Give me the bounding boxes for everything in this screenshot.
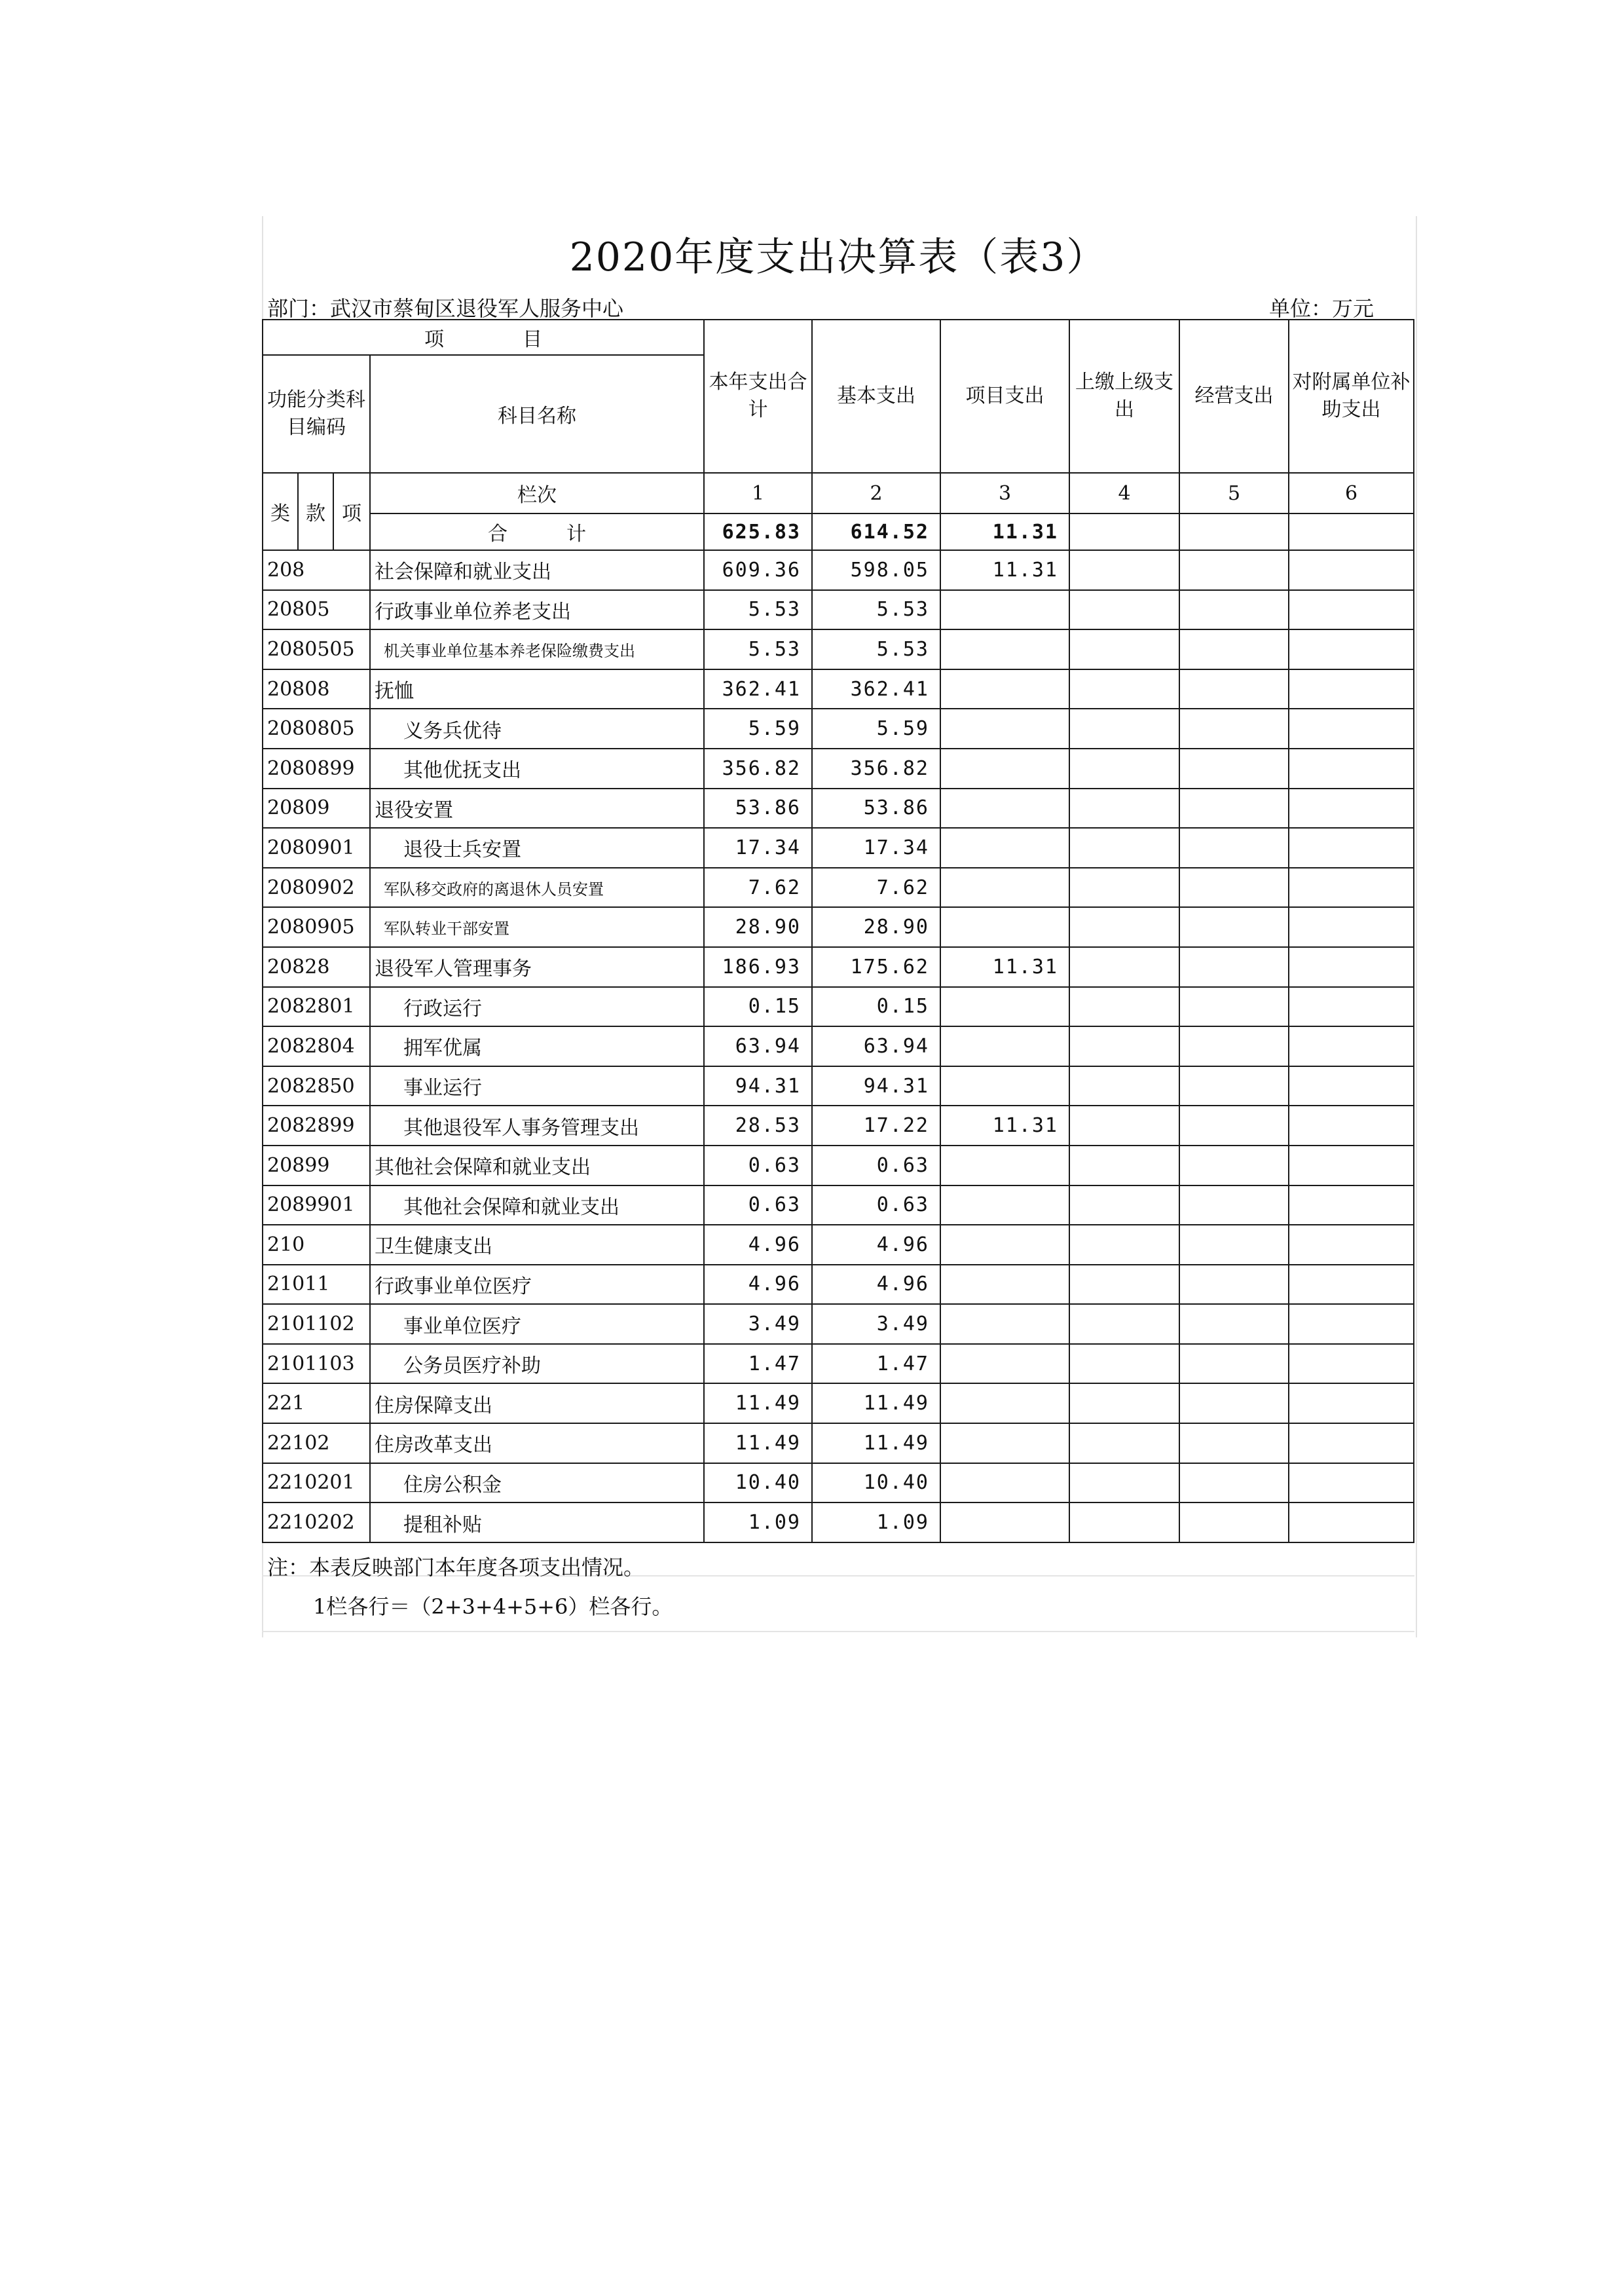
header-col-basic: 基本支出 <box>812 320 940 473</box>
row-subsidy-value <box>1289 987 1414 1027</box>
row-business-value <box>1179 749 1289 789</box>
table-row <box>263 789 1414 829</box>
table-row <box>263 1502 1414 1542</box>
row-basic-value: 5.53 <box>812 629 940 669</box>
header-kuan: 款 <box>298 473 333 550</box>
col-number-4: 4 <box>1069 473 1179 513</box>
row-project-value <box>940 1304 1069 1344</box>
row-total-value: 0.63 <box>704 1146 812 1185</box>
table-row <box>263 550 1414 590</box>
header-lanci: 栏次 <box>370 473 704 513</box>
row-project-value <box>940 789 1069 829</box>
row-code: 20808 <box>263 669 370 709</box>
row-project-value <box>940 1066 1069 1106</box>
row-total-value: 28.53 <box>704 1106 812 1146</box>
row-subject-name: 卫生健康支出 <box>370 1225 704 1265</box>
table-row <box>263 828 1414 868</box>
row-subsidy-value <box>1289 1106 1414 1146</box>
row-subject-name: 其他社会保障和就业支出 <box>370 1185 704 1225</box>
row-upper-value <box>1069 1146 1179 1185</box>
table-row <box>263 1463 1414 1503</box>
row-subject-name: 军队转业干部安置 <box>370 907 704 947</box>
table-row <box>263 590 1414 630</box>
table-row <box>263 947 1414 987</box>
row-code: 2210202 <box>263 1502 370 1542</box>
row-subject-name: 义务兵优待 <box>370 709 704 749</box>
row-basic-value: 5.53 <box>812 590 940 630</box>
row-subsidy-value <box>1289 550 1414 590</box>
row-subsidy-value <box>1289 1423 1414 1463</box>
row-subsidy-value <box>1289 1502 1414 1542</box>
row-code: 2082804 <box>263 1026 370 1066</box>
row-upper-value <box>1069 1463 1179 1503</box>
row-business-value <box>1179 987 1289 1027</box>
row-code: 21011 <box>263 1265 370 1305</box>
row-code: 20805 <box>263 590 370 630</box>
row-business-value <box>1179 828 1289 868</box>
row-basic-value: 0.15 <box>812 987 940 1027</box>
row-code: 2101103 <box>263 1344 370 1384</box>
row-subsidy-value <box>1289 789 1414 829</box>
row-business-value <box>1179 789 1289 829</box>
row-business-value <box>1179 1502 1289 1542</box>
row-upper-value <box>1069 947 1179 987</box>
row-code: 22102 <box>263 1423 370 1463</box>
row-total-value: 3.49 <box>704 1304 812 1344</box>
row-business-value <box>1179 1304 1289 1344</box>
row-business-value <box>1179 550 1289 590</box>
header-func-code: 功能分类科目编码 <box>263 355 370 473</box>
row-subsidy-value <box>1289 947 1414 987</box>
row-upper-value <box>1069 590 1179 630</box>
header-col-upper: 上缴上级支出 <box>1069 320 1179 473</box>
row-basic-value: 4.96 <box>812 1265 940 1305</box>
note-line-2: 1栏各行＝（2+3+4+5+6）栏各行。 <box>313 1594 673 1619</box>
table-row <box>263 669 1414 709</box>
row-total-value: 94.31 <box>704 1066 812 1106</box>
row-subject-name: 军队移交政府的离退休人员安置 <box>370 868 704 908</box>
footer-rule-bottom <box>262 1631 1414 1632</box>
row-project-value: 11.31 <box>940 947 1069 987</box>
row-subsidy-value <box>1289 669 1414 709</box>
row-basic-value: 175.62 <box>812 947 940 987</box>
row-subsidy-value <box>1289 749 1414 789</box>
row-business-value <box>1179 947 1289 987</box>
row-code: 2082899 <box>263 1106 370 1146</box>
row-subsidy-value <box>1289 1026 1414 1066</box>
row-upper-value <box>1069 709 1179 749</box>
row-basic-value: 356.82 <box>812 749 940 789</box>
row-total-value: 5.53 <box>704 629 812 669</box>
row-total-value: 4.96 <box>704 1225 812 1265</box>
total-value-2: 614.52 <box>812 513 940 550</box>
total-label: 合 计 <box>370 513 704 550</box>
row-business-value <box>1179 709 1289 749</box>
row-project-value <box>940 1185 1069 1225</box>
col-number-6: 6 <box>1289 473 1414 513</box>
row-total-value: 10.40 <box>704 1463 812 1503</box>
row-basic-value: 0.63 <box>812 1185 940 1225</box>
row-subsidy-value <box>1289 1225 1414 1265</box>
row-upper-value <box>1069 1304 1179 1344</box>
row-code: 2080905 <box>263 907 370 947</box>
col-number-3: 3 <box>940 473 1069 513</box>
row-basic-value: 4.96 <box>812 1225 940 1265</box>
row-project-value <box>940 828 1069 868</box>
row-basic-value: 63.94 <box>812 1026 940 1066</box>
table-row <box>263 1383 1414 1423</box>
row-subject-name: 住房保障支出 <box>370 1383 704 1423</box>
row-subsidy-value <box>1289 1383 1414 1423</box>
row-basic-value: 362.41 <box>812 669 940 709</box>
row-subsidy-value <box>1289 1185 1414 1225</box>
row-code: 2082801 <box>263 987 370 1027</box>
row-basic-value: 5.59 <box>812 709 940 749</box>
row-business-value <box>1179 1106 1289 1146</box>
row-code: 20828 <box>263 947 370 987</box>
row-code: 2080899 <box>263 749 370 789</box>
row-code: 210 <box>263 1225 370 1265</box>
row-project-value <box>940 629 1069 669</box>
row-upper-value <box>1069 550 1179 590</box>
row-basic-value: 94.31 <box>812 1066 940 1106</box>
row-upper-value <box>1069 987 1179 1027</box>
row-business-value <box>1179 590 1289 630</box>
total-value-4 <box>1069 513 1179 550</box>
row-total-value: 11.49 <box>704 1383 812 1423</box>
row-subject-name: 行政运行 <box>370 987 704 1027</box>
row-upper-value <box>1069 907 1179 947</box>
table-row <box>263 1225 1414 1265</box>
row-upper-value <box>1069 1185 1179 1225</box>
row-project-value <box>940 1026 1069 1066</box>
row-subsidy-value <box>1289 1304 1414 1344</box>
row-project-value <box>940 1383 1069 1423</box>
row-upper-value <box>1069 789 1179 829</box>
header-col-project: 项目支出 <box>940 320 1069 473</box>
header-subject-name: 科目名称 <box>370 355 704 473</box>
header-item: 项 目 <box>263 320 704 355</box>
table-row <box>263 1344 1414 1384</box>
row-basic-value: 1.47 <box>812 1344 940 1384</box>
row-project-value <box>940 907 1069 947</box>
row-total-value: 5.53 <box>704 590 812 630</box>
row-basic-value: 7.62 <box>812 868 940 908</box>
table-row <box>263 1304 1414 1344</box>
row-subject-name: 提租补贴 <box>370 1502 704 1542</box>
row-business-value <box>1179 1383 1289 1423</box>
row-subsidy-value <box>1289 1463 1414 1503</box>
department-label: 部门：武汉市蔡甸区退役军人服务中心 <box>267 296 624 321</box>
row-project-value <box>940 590 1069 630</box>
row-subject-name: 社会保障和就业支出 <box>370 550 704 590</box>
row-basic-value: 1.09 <box>812 1502 940 1542</box>
col-number-5: 5 <box>1179 473 1289 513</box>
row-upper-value <box>1069 1026 1179 1066</box>
row-business-value <box>1179 1344 1289 1384</box>
row-subsidy-value <box>1289 629 1414 669</box>
table-row <box>263 987 1414 1027</box>
row-total-value: 0.15 <box>704 987 812 1027</box>
table-row <box>263 629 1414 669</box>
row-code: 2101102 <box>263 1304 370 1344</box>
row-project-value: 11.31 <box>940 1106 1069 1146</box>
row-subject-name: 退役士兵安置 <box>370 828 704 868</box>
row-subject-name: 住房公积金 <box>370 1463 704 1503</box>
row-business-value <box>1179 669 1289 709</box>
row-subject-name: 公务员医疗补助 <box>370 1344 704 1384</box>
row-project-value <box>940 987 1069 1027</box>
row-project-value <box>940 749 1069 789</box>
row-total-value: 356.82 <box>704 749 812 789</box>
row-upper-value <box>1069 1106 1179 1146</box>
header-col-subsidy: 对附属单位补助支出 <box>1289 320 1414 473</box>
row-upper-value <box>1069 1502 1179 1542</box>
row-total-value: 1.47 <box>704 1344 812 1384</box>
row-code: 2080505 <box>263 629 370 669</box>
table-row <box>263 907 1414 947</box>
row-subject-name: 其他优抚支出 <box>370 749 704 789</box>
row-project-value <box>940 1502 1069 1542</box>
row-total-value: 7.62 <box>704 868 812 908</box>
table-row <box>263 709 1414 749</box>
row-upper-value <box>1069 868 1179 908</box>
row-basic-value: 11.49 <box>812 1423 940 1463</box>
row-basic-value: 10.40 <box>812 1463 940 1503</box>
row-project-value <box>940 1225 1069 1265</box>
note-line-1: 注：本表反映部门本年度各项支出情况。 <box>267 1555 645 1580</box>
table-row <box>263 1423 1414 1463</box>
row-project-value <box>940 1423 1069 1463</box>
row-business-value <box>1179 1026 1289 1066</box>
row-subsidy-value <box>1289 709 1414 749</box>
col-number-1: 1 <box>704 473 812 513</box>
row-basic-value: 11.49 <box>812 1383 940 1423</box>
header-xiang: 项 <box>333 473 370 550</box>
table-row <box>263 1106 1414 1146</box>
row-business-value <box>1179 1423 1289 1463</box>
row-subject-name: 拥军优属 <box>370 1026 704 1066</box>
row-project-value <box>940 868 1069 908</box>
row-basic-value: 28.90 <box>812 907 940 947</box>
row-total-value: 63.94 <box>704 1026 812 1066</box>
row-upper-value <box>1069 669 1179 709</box>
row-subject-name: 事业单位医疗 <box>370 1304 704 1344</box>
row-subject-name: 行政事业单位医疗 <box>370 1265 704 1305</box>
row-upper-value <box>1069 749 1179 789</box>
row-business-value <box>1179 629 1289 669</box>
row-basic-value: 0.63 <box>812 1146 940 1185</box>
row-code: 2210201 <box>263 1463 370 1503</box>
row-project-value <box>940 1344 1069 1384</box>
header-lei: 类 <box>263 473 298 550</box>
row-upper-value <box>1069 1383 1179 1423</box>
row-project-value <box>940 1463 1069 1503</box>
row-subsidy-value <box>1289 1344 1414 1384</box>
row-upper-value <box>1069 1066 1179 1106</box>
page-title: 2020年度支出决算表（表3） <box>569 234 1107 280</box>
row-total-value: 0.63 <box>704 1185 812 1225</box>
row-business-value <box>1179 1463 1289 1503</box>
row-business-value <box>1179 1146 1289 1185</box>
table-row <box>263 1185 1414 1225</box>
total-value-1: 625.83 <box>704 513 812 550</box>
total-value-5 <box>1179 513 1289 550</box>
expenditure-table <box>262 319 1414 1543</box>
row-subject-name: 其他社会保障和就业支出 <box>370 1146 704 1185</box>
row-upper-value <box>1069 1225 1179 1265</box>
row-code: 2080901 <box>263 828 370 868</box>
col-number-2: 2 <box>812 473 940 513</box>
row-subsidy-value <box>1289 590 1414 630</box>
table-row <box>263 1026 1414 1066</box>
table-row <box>263 1265 1414 1305</box>
row-code: 20809 <box>263 789 370 829</box>
row-total-value: 4.96 <box>704 1265 812 1305</box>
row-business-value <box>1179 1225 1289 1265</box>
row-subject-name: 机关事业单位基本养老保险缴费支出 <box>370 629 704 669</box>
row-code: 208 <box>263 550 370 590</box>
row-code: 2082850 <box>263 1066 370 1106</box>
row-upper-value <box>1069 629 1179 669</box>
table-row <box>263 1146 1414 1185</box>
row-upper-value <box>1069 828 1179 868</box>
row-total-value: 17.34 <box>704 828 812 868</box>
row-subsidy-value <box>1289 828 1414 868</box>
row-subject-name: 事业运行 <box>370 1066 704 1106</box>
row-code: 2080902 <box>263 868 370 908</box>
row-subject-name: 退役军人管理事务 <box>370 947 704 987</box>
row-total-value: 609.36 <box>704 550 812 590</box>
row-project-value <box>940 1146 1069 1185</box>
row-subsidy-value <box>1289 868 1414 908</box>
row-subsidy-value <box>1289 1265 1414 1305</box>
row-project-value <box>940 1265 1069 1305</box>
row-code: 20899 <box>263 1146 370 1185</box>
table-row <box>263 1066 1414 1106</box>
row-code: 2089901 <box>263 1185 370 1225</box>
total-value-6 <box>1289 513 1414 550</box>
header-col-business: 经营支出 <box>1179 320 1289 473</box>
row-subsidy-value <box>1289 1146 1414 1185</box>
row-subject-name: 行政事业单位养老支出 <box>370 590 704 630</box>
row-subject-name: 抚恤 <box>370 669 704 709</box>
row-subject-name: 其他退役军人事务管理支出 <box>370 1106 704 1146</box>
row-basic-value: 53.86 <box>812 789 940 829</box>
row-upper-value <box>1069 1265 1179 1305</box>
row-basic-value: 3.49 <box>812 1304 940 1344</box>
table-row <box>263 749 1414 789</box>
row-subject-name: 住房改革支出 <box>370 1423 704 1463</box>
row-business-value <box>1179 1066 1289 1106</box>
row-total-value: 11.49 <box>704 1423 812 1463</box>
unit-label: 单位：万元 <box>1269 296 1375 321</box>
table-row <box>263 868 1414 908</box>
row-total-value: 1.09 <box>704 1502 812 1542</box>
total-value-3: 11.31 <box>940 513 1069 550</box>
row-business-value <box>1179 907 1289 947</box>
row-total-value: 362.41 <box>704 669 812 709</box>
row-total-value: 186.93 <box>704 947 812 987</box>
row-subsidy-value <box>1289 907 1414 947</box>
row-project-value: 11.31 <box>940 550 1069 590</box>
row-business-value <box>1179 1265 1289 1305</box>
row-project-value <box>940 669 1069 709</box>
row-subsidy-value <box>1289 1066 1414 1106</box>
row-code: 221 <box>263 1383 370 1423</box>
header-col-total: 本年支出合计 <box>704 320 812 473</box>
row-basic-value: 17.34 <box>812 828 940 868</box>
row-subject-name: 退役安置 <box>370 789 704 829</box>
row-basic-value: 598.05 <box>812 550 940 590</box>
row-code: 2080805 <box>263 709 370 749</box>
row-business-value <box>1179 1185 1289 1225</box>
row-project-value <box>940 709 1069 749</box>
row-total-value: 5.59 <box>704 709 812 749</box>
row-basic-value: 17.22 <box>812 1106 940 1146</box>
row-business-value <box>1179 868 1289 908</box>
row-upper-value <box>1069 1423 1179 1463</box>
row-total-value: 53.86 <box>704 789 812 829</box>
row-total-value: 28.90 <box>704 907 812 947</box>
row-upper-value <box>1069 1344 1179 1384</box>
